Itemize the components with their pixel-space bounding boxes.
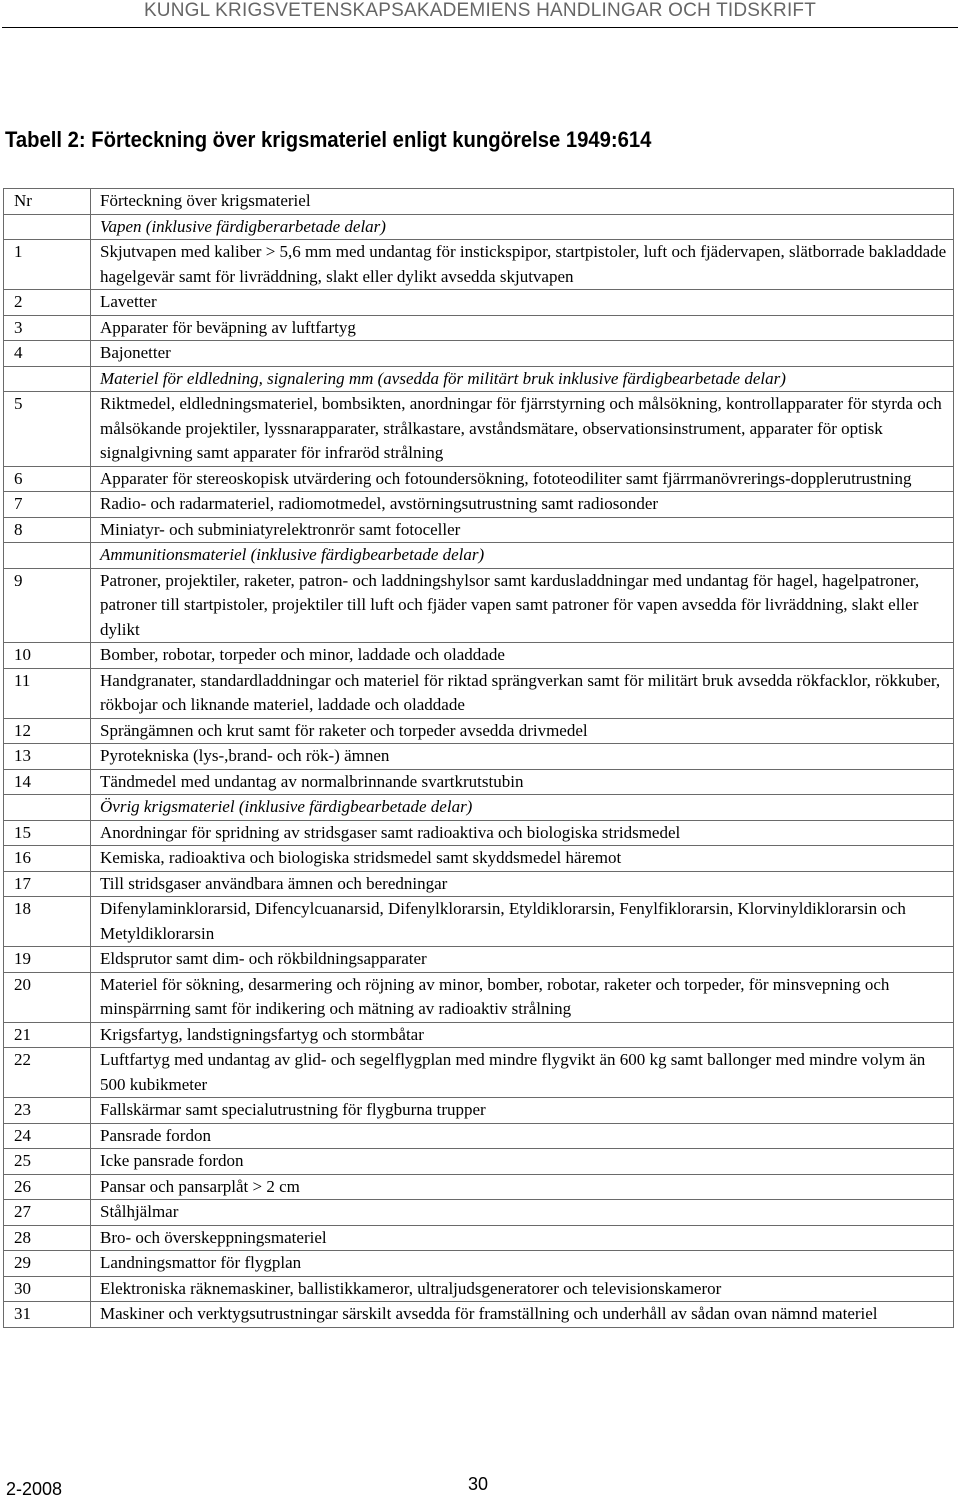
table-row (4, 240, 954, 290)
row-number (4, 543, 91, 569)
row-description: Landningsmattor för flygplan (91, 1251, 954, 1277)
table-row (4, 392, 954, 467)
running-header: KUNGL KRIGSVETENSKAPSAKADEMIENS HANDLINGAR OCH TIDSKRIFT (143, 0, 817, 21)
table-row (4, 1251, 954, 1277)
row-description: Apparater för beväpning av luftfartyg (91, 315, 954, 341)
category-row (4, 366, 954, 392)
row-description: Bajonetter (91, 341, 954, 367)
row-description: Lavetter (91, 290, 954, 316)
row-description: Riktmedel, eldledningsmateriel, bombsikten, anordningar för fjärrstyrning och målsökning, kontrollapparater för styrda och målsökande projektiler, lyssnarapparater, strålkastare, avståndsmätare, observationsinstrument, apparater för optisk signalgivning samt apparater för infraröd strålning (91, 392, 954, 467)
table-row (4, 492, 954, 518)
row-description: Pansar och pansarplåt > 2 cm (91, 1174, 954, 1200)
row-description: Difenylaminklorarsid, Difencylcuanarsid, Difenylklorarsin, Etyldiklorarsin, Fenylfiklorarsin, Klorvinyldiklorarsin och Metyldiklorarsin (91, 897, 954, 947)
row-number: 4 (4, 341, 91, 367)
footer-issue: 2-2008 (6, 1479, 63, 1499)
row-description: Apparater för stereoskopisk utvärdering och fotoundersökning, fototeodiliter samt fjärrmanövrerings-dopplerutrustning (91, 466, 954, 492)
row-description: Miniatyr- och subminiatyrelektronrör samt fotoceller (91, 517, 954, 543)
row-number (4, 214, 91, 240)
row-number (4, 795, 91, 821)
row-description: Pansrade fordon (91, 1123, 954, 1149)
category-row (4, 795, 954, 821)
row-number: 11 (4, 668, 91, 718)
table-row (4, 1276, 954, 1302)
row-number: 13 (4, 744, 91, 770)
table-row (4, 568, 954, 643)
table-row (4, 341, 954, 367)
row-description: Bomber, robotar, torpeder och minor, laddade och oladdade (91, 643, 954, 669)
table-row (4, 643, 954, 669)
row-number: 25 (4, 1149, 91, 1175)
table-row (4, 897, 954, 947)
row-description: Icke pansrade fordon (91, 1149, 954, 1175)
row-number: 29 (4, 1251, 91, 1277)
row-number: 10 (4, 643, 91, 669)
category-label: Materiel för eldledning, signalering mm (avsedda för militärt bruk inklusive färdigbearbetade delar) (91, 366, 954, 392)
row-description: Sprängämnen och krut samt för raketer och torpeder avsedda drivmedel (91, 718, 954, 744)
row-number: 30 (4, 1276, 91, 1302)
row-number: 19 (4, 947, 91, 973)
row-number: 17 (4, 871, 91, 897)
table-header-row (4, 189, 954, 215)
row-description: Stålhjälmar (91, 1200, 954, 1226)
row-number: 8 (4, 517, 91, 543)
materiel-table (3, 188, 954, 1328)
table-row (4, 871, 954, 897)
row-number: 24 (4, 1123, 91, 1149)
row-number: 27 (4, 1200, 91, 1226)
row-description: Pyrotekniska (lys-,brand- och rök-) ämnen (91, 744, 954, 770)
row-number: 20 (4, 972, 91, 1022)
row-description: Skjutvapen med kaliber > 5,6 mm med undantag för instickspipor, startpistoler, luft och fjädervapen, slätborrade bakladdade hagelgevär samt för livräddning, slakt eller dylikt avsedda skjutvapen (91, 240, 954, 290)
category-label: Ammunitionsmateriel (inklusive färdigbearbetade delar) (91, 543, 954, 569)
column-header-description: Förteckning över krigsmateriel (91, 189, 954, 215)
table-row (4, 1302, 954, 1328)
row-number: 9 (4, 568, 91, 643)
table-row (4, 744, 954, 770)
row-number: 14 (4, 769, 91, 795)
row-number: 22 (4, 1048, 91, 1098)
row-description: Anordningar för spridning av stridsgaser samt radioaktiva och biologiska stridsmedel (91, 820, 954, 846)
row-description: Till stridsgaser användbara ämnen och beredningar (91, 871, 954, 897)
row-description: Krigsfartyg, landstigningsfartyg och stormbåtar (91, 1022, 954, 1048)
row-description: Handgranater, standardladdningar och materiel för riktad sprängverkan samt för militärt bruk avsedda rökfacklor, rökkuber, rökbojar och liknande materiel, laddade och oladdade (91, 668, 954, 718)
table-row (4, 517, 954, 543)
table-row (4, 820, 954, 846)
row-number: 15 (4, 820, 91, 846)
table-title: Tabell 2: Förteckning över krigsmateriel enligt kungörelse 1949:614 (5, 127, 652, 152)
table-row (4, 315, 954, 341)
row-number: 28 (4, 1225, 91, 1251)
row-number: 2 (4, 290, 91, 316)
row-description: Luftfartyg med undantag av glid- och segelflygplan med mindre flygvikt än 600 kg samt ballonger med mindre volym än 500 kubikmeter (91, 1048, 954, 1098)
row-number: 7 (4, 492, 91, 518)
table-row (4, 846, 954, 872)
row-description: Patroner, projektiler, raketer, patron- och laddningshylsor samt kardusladdningar med undantag för hagel, hagelpatroner, patroner till startpistoler, projektiler till luft och fjäder vapen samt patroner för vapen avsedda för livräddning, slakt eller dylikt (91, 568, 954, 643)
table-body (4, 189, 954, 1328)
row-number: 5 (4, 392, 91, 467)
row-number: 23 (4, 1098, 91, 1124)
header-rule (2, 27, 958, 28)
row-number: 16 (4, 846, 91, 872)
table-row (4, 1123, 954, 1149)
row-number: 12 (4, 718, 91, 744)
row-number: 6 (4, 466, 91, 492)
table-row (4, 1098, 954, 1124)
row-description: Bro- och överskeppningsmateriel (91, 1225, 954, 1251)
category-label: Övrig krigsmateriel (inklusive färdigbearbetade delar) (91, 795, 954, 821)
category-label: Vapen (inklusive färdigberarbetade delar) (91, 214, 954, 240)
table-row (4, 972, 954, 1022)
row-number: 3 (4, 315, 91, 341)
row-number: 31 (4, 1302, 91, 1328)
column-header-nr: Nr (4, 189, 91, 215)
table-row (4, 1149, 954, 1175)
table-row (4, 1225, 954, 1251)
table-row (4, 1048, 954, 1098)
table-row (4, 769, 954, 795)
row-number: 18 (4, 897, 91, 947)
row-description: Elektroniska räknemaskiner, ballistikkameror, ultraljudsgeneratorer och televisionskameror (91, 1276, 954, 1302)
table-row (4, 1174, 954, 1200)
table-row (4, 1022, 954, 1048)
row-description: Materiel för sökning, desarmering och röjning av minor, bomber, robotar, raketer och torpeder, för minsvepning och minspärrning samt för indikering och mätning av radioaktiv strålning (91, 972, 954, 1022)
category-row (4, 214, 954, 240)
row-number: 21 (4, 1022, 91, 1048)
row-number: 1 (4, 240, 91, 290)
category-row (4, 543, 954, 569)
row-description: Maskiner och verktygsutrustningar särskilt avsedda för framställning och underhåll av sådan ovan nämnd materiel (91, 1302, 954, 1328)
footer-page-number: 30 (468, 1474, 489, 1494)
table-row (4, 947, 954, 973)
row-description: Radio- och radarmateriel, radiomotmedel, avstörningsutrustning samt radiosonder (91, 492, 954, 518)
table-row (4, 1200, 954, 1226)
row-number (4, 366, 91, 392)
table-row (4, 668, 954, 718)
row-description: Kemiska, radioaktiva och biologiska stridsmedel samt skyddsmedel häremot (91, 846, 954, 872)
table-row (4, 466, 954, 492)
row-description: Fallskärmar samt specialutrustning för flygburna trupper (91, 1098, 954, 1124)
row-description: Tändmedel med undantag av normalbrinnande svartkrutstubin (91, 769, 954, 795)
table-row (4, 718, 954, 744)
row-description: Eldsprutor samt dim- och rökbildningsapparater (91, 947, 954, 973)
table-row (4, 290, 954, 316)
row-number: 26 (4, 1174, 91, 1200)
